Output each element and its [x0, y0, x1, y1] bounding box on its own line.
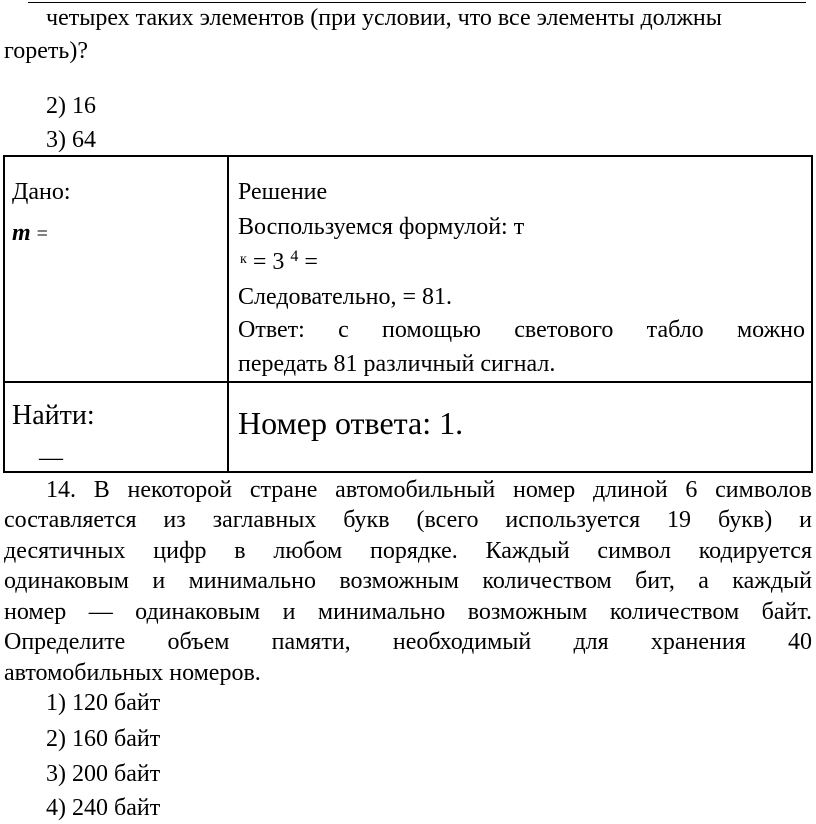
table-border-middle	[3, 381, 813, 383]
intro-line-1: четырех таких элементов (при условии, что все элементы должны	[46, 5, 722, 31]
solution-table	[3, 155, 813, 472]
table-border-bottom	[3, 471, 813, 473]
table-border-left	[3, 155, 5, 472]
problem-14-line-4: одинаковым и минимально возможным количеством бит, а каждый	[4, 568, 812, 594]
answer-number: Номер ответа: 1.	[238, 405, 464, 441]
problem-14-option-4: 4) 240 байт	[46, 795, 161, 821]
problem-14-line-5: номер — одинаковым и минимально возможным количеством байт.	[4, 599, 812, 625]
problem-14-option-2: 2) 160 байт	[46, 726, 161, 752]
intro-line-2: гореть)?	[4, 38, 88, 64]
problem-14-line-1: 14. В некоторой стране автомобильный номер длиной 6 символов	[46, 477, 812, 503]
formula-exponent: 4	[290, 248, 299, 265]
given-variable: m	[12, 220, 31, 246]
formula-expression	[240, 243, 318, 276]
given-label: Дано:	[12, 179, 71, 205]
formula-equals-end: =	[304, 249, 318, 275]
given-expression	[12, 218, 48, 249]
formula-subscript: к	[240, 252, 247, 267]
answer-line-1: Ответ: с помощью светового табло можно	[238, 317, 805, 343]
find-dash: —	[39, 445, 63, 471]
table-border-right	[811, 155, 813, 472]
problem-14-line-6: Определите объем памяти, необходимый для хранения 40	[4, 629, 812, 655]
find-label: Найти:	[12, 400, 95, 431]
given-equals: =	[36, 223, 48, 245]
solution-title: Решение	[238, 179, 328, 205]
problem-14-option-1: 1) 120 байт	[46, 690, 161, 716]
formula-equals-base: = 3	[252, 249, 285, 275]
problem-14-line-2: составляется из заглавных букв (всего используется 19 букв) и	[4, 507, 812, 533]
problem-14-line-7: автомобильных номеров.	[4, 660, 261, 686]
problem-14-line-3: десятичных цифр в любом порядке. Каждый символ кодируется	[4, 538, 812, 564]
table-border-divider	[227, 155, 229, 472]
intro-option-2: 2) 16	[46, 93, 96, 119]
problem-14-option-3: 3) 200 байт	[46, 761, 161, 787]
table-border-top	[3, 155, 813, 157]
answer-line-2: передать 81 различный сигнал.	[238, 351, 556, 377]
intro-option-3: 3) 64	[46, 127, 96, 153]
consequence-line: Следовательно, = 81.	[238, 284, 453, 310]
formula-line: Воспользуемся формулой: т	[238, 214, 525, 240]
